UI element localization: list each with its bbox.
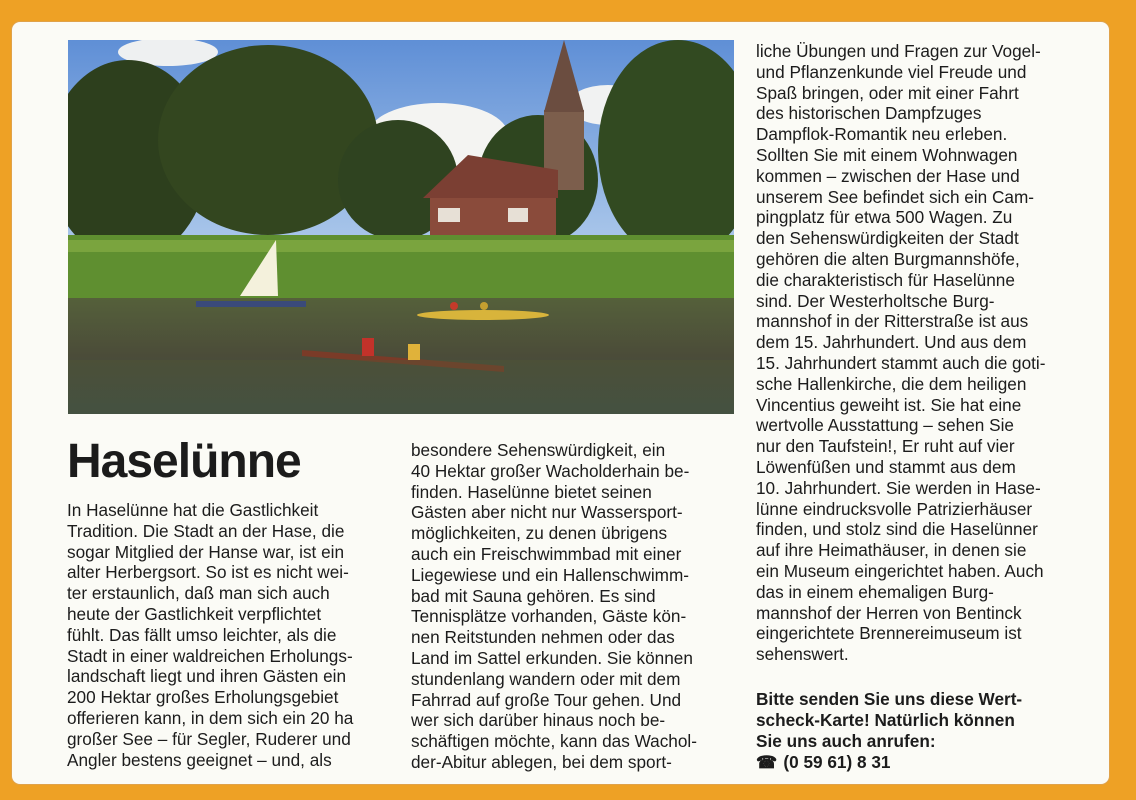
text-line: Stadt in einer waldreichen Erholungs- xyxy=(67,645,353,666)
text-column-2 xyxy=(411,440,731,773)
text-line: ein Museum eingerichtet haben. Auch xyxy=(756,560,1044,581)
text-line: eingerichtete Brennereimuseum ist xyxy=(756,623,1022,644)
text-line: stundenlang wandern oder mit dem xyxy=(411,668,681,689)
text-line: und Pflanzenkunde viel Freude und xyxy=(756,61,1027,82)
text-line: auch ein Freischwimmbad mit einer xyxy=(411,543,682,564)
text-line: gehören die alten Burgmannshöfe, xyxy=(756,248,1020,269)
text-line: kommen – zwischen der Hase und xyxy=(756,165,1020,186)
text-line: liche Übungen und Fragen zur Vogel- xyxy=(756,41,1041,61)
text-line: Sollten Sie mit einem Wohnwagen xyxy=(756,144,1018,165)
text-line: Spaß bringen, oder mit einer Fahrt xyxy=(756,82,1019,103)
text-line: die charakteristisch für Haselünne xyxy=(756,269,1015,290)
text-column-3 xyxy=(756,41,1076,665)
text-line: 15. Jahrhundert stammt auch die goti- xyxy=(756,352,1046,373)
text-line: sogar Mitglied der Hanse war, ist ein xyxy=(67,541,345,562)
text-line: mannshof in der Ritterstraße ist aus xyxy=(756,311,1029,332)
text-line: 200 Hektar großes Erholungsgebiet xyxy=(67,687,339,708)
text-line: unserem See befindet sich ein Cam- xyxy=(756,186,1035,207)
text-line: sehenswert. xyxy=(756,644,849,665)
text-column-1 xyxy=(67,500,387,770)
river-photo xyxy=(68,40,734,414)
text-line: heute der Gastlichkeit verpflichtet xyxy=(67,603,322,624)
text-line: finden, und stolz sind die Haselünner xyxy=(756,519,1038,540)
text-line: bad mit Sauna gehören. Es sind xyxy=(411,585,656,606)
page-title: Haselünne xyxy=(67,435,301,488)
text-line: finden. Haselünne bietet seinen xyxy=(411,481,652,502)
telephone-icon: ☎ xyxy=(756,752,778,772)
text-line: wer sich darüber hinaus noch be- xyxy=(411,710,666,731)
text-line: nen Reitstunden nehmen oder das xyxy=(411,627,675,648)
text-line: landschaft liegt und ihren Gästen ein xyxy=(67,666,347,687)
text-line: nur den Taufstein!, Er ruht auf vier xyxy=(756,436,1015,457)
text-line: alter Herbergsort. So ist es nicht wei- xyxy=(67,562,349,583)
text-line: sche Hallenkirche, die dem heiligen xyxy=(756,373,1027,394)
text-line: den Sehenswürdigkeiten der Stadt xyxy=(756,228,1019,249)
text-line: sind. Der Westerholtsche Burg- xyxy=(756,290,995,311)
text-line: der-Abitur ablegen, bei dem sport- xyxy=(411,751,672,772)
text-line: 40 Hektar großer Wacholderhain be- xyxy=(411,460,690,481)
river-photo-illustration xyxy=(68,40,734,414)
text-line: mannshof der Herren von Bentinck xyxy=(756,602,1022,623)
text-line: lünne eindrucksvolle Patrizierhäuser xyxy=(756,498,1033,519)
text-line: großer See – für Segler, Ruderer und xyxy=(67,728,351,749)
text-line: möglichkeiten, zu denen übrigens xyxy=(411,523,668,544)
text-line: offerieren kann, in dem sich ein 20 ha xyxy=(67,707,354,728)
cta-line: Bitte senden Sie uns diese Wert- xyxy=(756,689,1023,709)
cta-line: scheck-Karte! Natürlich können xyxy=(756,709,1015,730)
cta-line: Sie uns auch anrufen: xyxy=(756,730,936,751)
text-line: dem 15. Jahrhundert. Und aus dem xyxy=(756,332,1027,353)
text-line: Angler bestens geeignet – und, als xyxy=(67,749,332,770)
text-line: Fahrrad auf große Tour gehen. Und xyxy=(411,689,682,710)
text-line: fühlt. Das fällt umso leichter, als die xyxy=(67,624,337,645)
text-line: Vincentius geweiht ist. Sie hat eine xyxy=(756,394,1022,415)
text-line: In Haselünne hat die Gastlichkeit xyxy=(67,500,319,520)
text-line: Dampflok-Romantik neu erleben. xyxy=(756,124,1008,145)
text-line: besondere Sehenswürdigkeit, ein xyxy=(411,440,666,460)
text-line: wertvolle Ausstattung – sehen Sie xyxy=(756,415,1014,436)
call-to-action xyxy=(756,689,1022,751)
text-line: Land im Sattel erkunden. Sie können xyxy=(411,647,693,668)
text-line: Gästen aber nicht nur Wassersport- xyxy=(411,502,683,523)
text-line: Liegewiese und ein Hallenschwimm- xyxy=(411,564,689,585)
text-line: schäftigen möchte, kann das Wachol- xyxy=(411,731,697,752)
phone-number xyxy=(756,752,890,773)
text-line: Tennisplätze vorhanden, Gäste kön- xyxy=(411,606,687,627)
text-line: ter erstaunlich, daß man sich auch xyxy=(67,583,330,604)
phone-number-text: (0 59 61) 8 31 xyxy=(783,752,891,772)
text-line: pingplatz für etwa 500 Wagen. Zu xyxy=(756,207,1013,228)
text-line: des historischen Dampfzuges xyxy=(756,103,982,124)
text-line: das in einem ehemaligen Burg- xyxy=(756,581,994,602)
text-line: auf ihre Heimathäuser, in denen sie xyxy=(756,540,1027,561)
text-line: Tradition. Die Stadt an der Hase, die xyxy=(67,520,345,541)
text-line: 10. Jahrhundert. Sie werden in Hase- xyxy=(756,477,1041,498)
text-line: Löwenfüßen und stammt aus dem xyxy=(756,456,1016,477)
